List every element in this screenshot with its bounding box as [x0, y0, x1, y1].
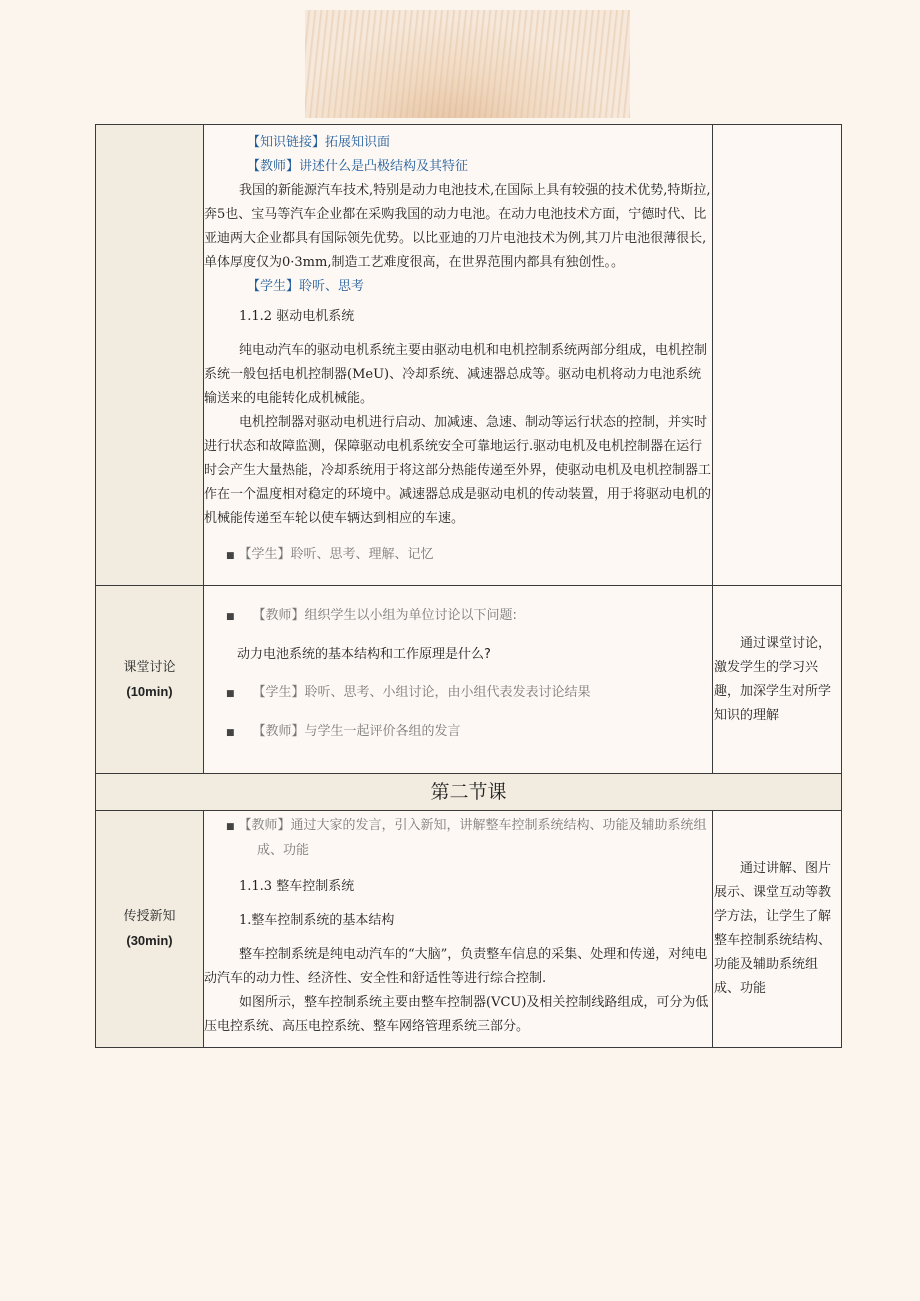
table-row — [96, 811, 842, 1048]
teacher-activity — [204, 814, 712, 863]
phase-duration: (30min) — [126, 933, 173, 948]
teacher-activity-text: 【教师】与学生一起评价各组的发言 — [252, 724, 461, 739]
student-activity-text: 【学生】聆听、思考、小组讨论，由小组代表发表讨论结果 — [252, 685, 591, 700]
teacher-activity-text: 【教师】通过大家的发言，引入新知，讲解整车控制系统结构、功能及辅助系统组成、功能 — [238, 818, 707, 858]
student-activity — [204, 543, 712, 568]
paragraph: 纯电动汽车的驱动电机系统主要由驱动电机和电机控制系统两部分组成，电机控制系统一般包括电机控制器(MeU)、冷却系统、减速器总成等。驱动电机将动力电池系统输送来的电能转化成机械能。 — [204, 343, 708, 406]
table-row — [96, 586, 842, 774]
bullet-square-icon: ■ — [226, 612, 235, 622]
section-heading: 1.1.3 整车控制系统 — [239, 879, 355, 894]
teaching-purpose: 通过讲解、图片展示、课堂互动等教学方法，让学生了解整车控制系统结构、功能及辅助系统组成、功能 — [714, 861, 832, 996]
teacher-activity — [204, 604, 712, 629]
paragraph: 整车控制系统是纯电动汽车的“大脑”，负责整车信息的采集、处理和传递，对纯电动汽车的动力性、经济性、安全性和舒适性等进行综合控制. — [204, 947, 708, 986]
bullet-square-icon: ■ — [226, 728, 235, 738]
header-decorative-image — [305, 10, 630, 118]
section-heading: 1.1.2 驱动电机系统 — [239, 309, 355, 324]
bullet-square-icon: ■ — [226, 689, 235, 699]
paragraph: 电机控制器对驱动电机进行启动、加减速、急速、制动等运行状态的控制，并实时进行状态和故障监测，保障驱动电机系统安全可靠地运行.驱动电机及电机控制器在运行时会产生大量热能，冷却系统用于将这部分热能传递至外界，使驱动电机及电机控制器工作在一个温度相对稳定的环境中。减速器总成是驱动电机的传动装置，用于将驱动电机的机械能传递至车轮以使车辆达到相应的车速。 — [204, 415, 712, 526]
teacher-activity — [204, 720, 712, 745]
content-cell — [204, 586, 713, 774]
phase-label-cell — [96, 811, 204, 1048]
lesson-plan-table — [95, 124, 842, 1048]
content-cell — [204, 811, 713, 1048]
table-row — [96, 125, 842, 586]
phase-label-cell — [96, 125, 204, 586]
paragraph: 我国的新能源汽车技术,特别是动力电池技术,在国际上具有较强的技术优势,特斯拉,奔5也、宝马等汽车企业都在采购我国的动力电池。在动力电池技术方面，宁德时代、比亚迪两大企业都具有国际领先优势。以比亚迪的刀片电池技术为例,其刀片电池很薄很长,单体厚度仅为0·3mm,制造工艺难度很高，在世界范围内都具有独创性。。 — [204, 183, 711, 270]
student-activity-text: 【学生】聆听、思考、理解、记忆 — [238, 547, 434, 562]
knowledge-link: 【知识链接】拓展知识面 — [247, 135, 391, 150]
section-title: 第二节课 — [96, 774, 842, 811]
teaching-purpose: 通过课堂讨论，激发学生的学习兴趣，加深学生对所学知识的理解 — [714, 635, 832, 723]
student-activity — [204, 681, 712, 706]
discussion-question: 动力电池系统的基本结构和工作原理是什么? — [237, 647, 491, 662]
teacher-activity: 【教师】讲述什么是凸极结构及其特征 — [247, 159, 469, 174]
phase-title: 传授新知 — [123, 909, 176, 924]
paragraph: 如图所示，整车控制系统主要由整车控制器(VCU)及相关控制线路组成，可分为低压电控系统、高压电控系统、整车网络管理系统三部分。 — [204, 995, 709, 1034]
subsection-heading: 1.整车控制系统的基本结构 — [239, 913, 395, 928]
phase-duration: (10min) — [126, 683, 173, 699]
purpose-cell — [713, 125, 842, 586]
teacher-activity-text: 【教师】组织学生以小组为单位讨论以下问题: — [252, 608, 517, 623]
phase-title: 课堂讨论 — [123, 659, 176, 675]
content-cell — [204, 125, 713, 586]
phase-label-cell — [96, 586, 204, 774]
bullet-square-icon: ■ — [226, 822, 235, 832]
table-row — [96, 774, 842, 811]
bullet-square-icon: ■ — [226, 551, 235, 561]
student-activity: 【学生】聆听、思考 — [247, 279, 365, 294]
purpose-cell — [713, 811, 842, 1048]
purpose-cell — [713, 586, 842, 774]
